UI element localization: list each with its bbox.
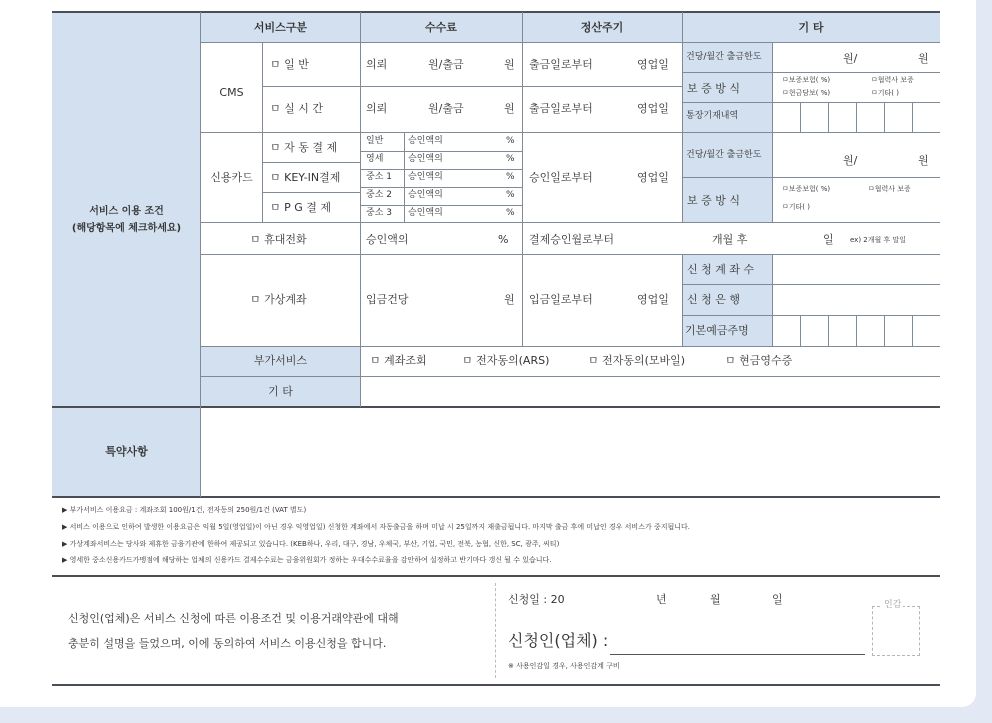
rate-name-4: 중소 3 (366, 208, 392, 218)
virtual-fee-b: 원 (504, 293, 515, 306)
header-settlement: 정산주기 (580, 21, 624, 34)
cms-realtime-settle-b: 영업일 (637, 102, 669, 115)
conditions-title: 서비스 이용 조건 (89, 206, 164, 217)
seal-box[interactable] (872, 606, 920, 656)
credit-label: 신용카드 (210, 171, 253, 184)
credit-limit-a: 원/ (843, 154, 858, 167)
cms-realtime-checkbox[interactable]: ㅁ 실 시 간 (270, 102, 323, 115)
applicant-signature-line[interactable] (610, 654, 865, 655)
cms-guarantee-opt4[interactable]: ㅁ기타( ) (871, 89, 899, 97)
seal-label: 인감 (884, 600, 902, 610)
credit-settle-a: 승인일로부터 (529, 171, 593, 184)
rate-name-2: 중소 1 (366, 172, 392, 182)
rate-name-0: 일반 (366, 136, 384, 146)
rate-unit-0: % (506, 136, 515, 146)
mobile-other-b: 일 (823, 233, 834, 246)
note-1: ▶ 부가서비스 이용요금 : 계좌조회 100원/1건, 전자동의 250원/1건 (VAT 별도) (62, 506, 307, 514)
rate-desc-3: 승인액의 (408, 190, 443, 200)
agreement-line-2: 충분히 설명을 들었으며, 이에 동의하여 서비스 이용신청을 합니다. (68, 637, 387, 650)
rate-unit-1: % (506, 154, 515, 164)
rate-name-1: 영세 (366, 154, 384, 164)
mobile-fee-a: 승인액의 (366, 233, 409, 246)
rate-unit-4: % (506, 208, 515, 218)
cms-limit-a: 원/ (843, 52, 858, 65)
virtual-settle-a: 입금일로부터 (529, 293, 593, 306)
special-terms-label: 특약사항 (105, 445, 148, 458)
cms-general-checkbox[interactable]: ㅁ 일 반 (270, 58, 309, 71)
note-3: ▶ 가상계좌서비스는 당사와 제휴한 금융기관에 한하여 제공되고 있습니다. (KEB하나, 우리, 대구, 경남, 우체국, 부산, 기업, 국민, 전북, 농협, 신한, SC, 광주, 씨티) (62, 540, 560, 548)
cms-label: CMS (219, 86, 244, 99)
rate-unit-2: % (506, 172, 515, 182)
rate-desc-1: 승인액의 (408, 154, 443, 164)
credit-option-pg[interactable]: ㅁ P G 결 제 (270, 201, 332, 214)
credit-settle-b: 영업일 (637, 171, 669, 184)
cms-realtime-fee-b: 원/출금 (428, 102, 464, 115)
cms-guarantee-label: 보 증 방 식 (687, 82, 740, 95)
header-service-type: 서비스구분 (253, 21, 308, 34)
mobile-other-a: 개월 후 (712, 233, 748, 246)
header-fee: 수수료 (425, 21, 457, 34)
application-date-month: 월 (710, 593, 721, 606)
cms-limit-b: 원 (918, 52, 929, 65)
application-date-day: 일 (772, 593, 783, 606)
credit-limit-label: 건당/월간 출금한도 (686, 150, 762, 160)
addon-cash-receipt[interactable]: ㅁ 현금영수증 (725, 354, 793, 367)
mobile-other-note: ex) 2개월 후 말일 (850, 236, 906, 244)
etc-label: 기 타 (268, 385, 293, 398)
note-2: ▶ 서비스 이용으로 인하여 발생한 이용요금은 익월 5일(영업일)이 아닌 경우 익영업일) 신청한 계좌에서 자동출금을 하며 미납 시 25일까지 재출금됩니다. 마지막 출금 후에 미납인 경우 서비스가 중지됩니다. (62, 523, 690, 531)
cms-passbook-label: 통장기재내역 (686, 111, 739, 121)
application-date-label: 신청일 : 20 (508, 593, 565, 606)
rate-desc-2: 승인액의 (408, 172, 443, 182)
cms-guarantee-opt2[interactable]: ㅁ현금담보( %) (782, 89, 831, 97)
cms-realtime-settle-a: 출금일로부터 (529, 102, 593, 115)
agreement-line-1: 신청인(업체)은 서비스 신청에 따른 이용조건 및 이용거래약관에 대해 (68, 612, 399, 625)
addon-account-inquiry[interactable]: ㅁ 계좌조회 (370, 354, 427, 367)
cms-guarantee-opt3[interactable]: ㅁ협력사 보증 (871, 76, 914, 84)
credit-option-auto[interactable]: ㅁ 자 동 결 제 (270, 141, 338, 154)
virtual-checkbox[interactable]: ㅁ 가상계좌 (250, 293, 307, 306)
cms-general-settle-b: 영업일 (637, 58, 669, 71)
cms-general-fee-b: 원/출금 (428, 58, 464, 71)
mobile-settle: 결제승인월로부터 (529, 233, 615, 246)
mobile-checkbox[interactable]: ㅁ 휴대전화 (250, 233, 307, 246)
rate-unit-3: % (506, 190, 515, 200)
note-4: ▶ 영세한 중소신용카드가맹점에 해당하는 업체의 신용카드 결제수수료는 금융위원회가 정하는 우대수수료율을 감안하여 설정하고 반기마다 갱신 될 수 있습니다. (62, 556, 552, 564)
credit-option-keyin[interactable]: ㅁ KEY-IN결제 (270, 171, 341, 184)
application-date-year: 년 (656, 593, 667, 606)
virtual-fee-a: 입금건당 (366, 293, 409, 306)
credit-guarantee-opt3[interactable]: ㅁ기타( ) (782, 203, 810, 211)
rate-desc-4: 승인액의 (408, 208, 443, 218)
conditions-subtitle: (해당항목에 체크하세요) (71, 223, 182, 234)
credit-limit-b: 원 (918, 154, 929, 167)
virtual-settle-b: 영업일 (637, 293, 669, 306)
virtual-row-owner: 기본예금주명 (685, 324, 749, 337)
cms-guarantee-opt1[interactable]: ㅁ보증보험( %) (782, 76, 831, 84)
addon-consent-mobile[interactable]: ㅁ 전자동의(모바일) (588, 354, 686, 367)
credit-guarantee-opt2[interactable]: ㅁ협력사 보증 (868, 185, 911, 193)
credit-guarantee-opt1[interactable]: ㅁ보증보험( %) (782, 185, 831, 193)
cms-realtime-fee-a: 의뢰 (366, 102, 388, 115)
cms-general-fee-c: 원 (504, 58, 515, 71)
cms-realtime-fee-c: 원 (504, 102, 515, 115)
credit-guarantee-label: 보 증 방 식 (687, 194, 740, 207)
cms-general-fee-a: 의뢰 (366, 58, 388, 71)
header-other: 기 타 (798, 21, 824, 34)
rate-desc-0: 승인액의 (408, 136, 443, 146)
applicant-label: 신청인(업체) : (508, 631, 609, 650)
rate-name-3: 중소 2 (366, 190, 392, 200)
cms-limit-label: 건당/월간 출금한도 (686, 52, 762, 62)
cms-general-settle-a: 출금일로부터 (529, 58, 593, 71)
addon-consent-ars[interactable]: ㅁ 전자동의(ARS) (462, 354, 550, 367)
virtual-row-bank: 신 청 은 행 (687, 293, 740, 306)
seal-note: ※ 사용인감일 경우, 사용인감계 구비 (508, 662, 620, 670)
addon-label: 부가서비스 (253, 354, 308, 367)
virtual-row-account-count: 신 청 계 좌 수 (687, 263, 755, 276)
mobile-fee-b: % (498, 233, 509, 246)
